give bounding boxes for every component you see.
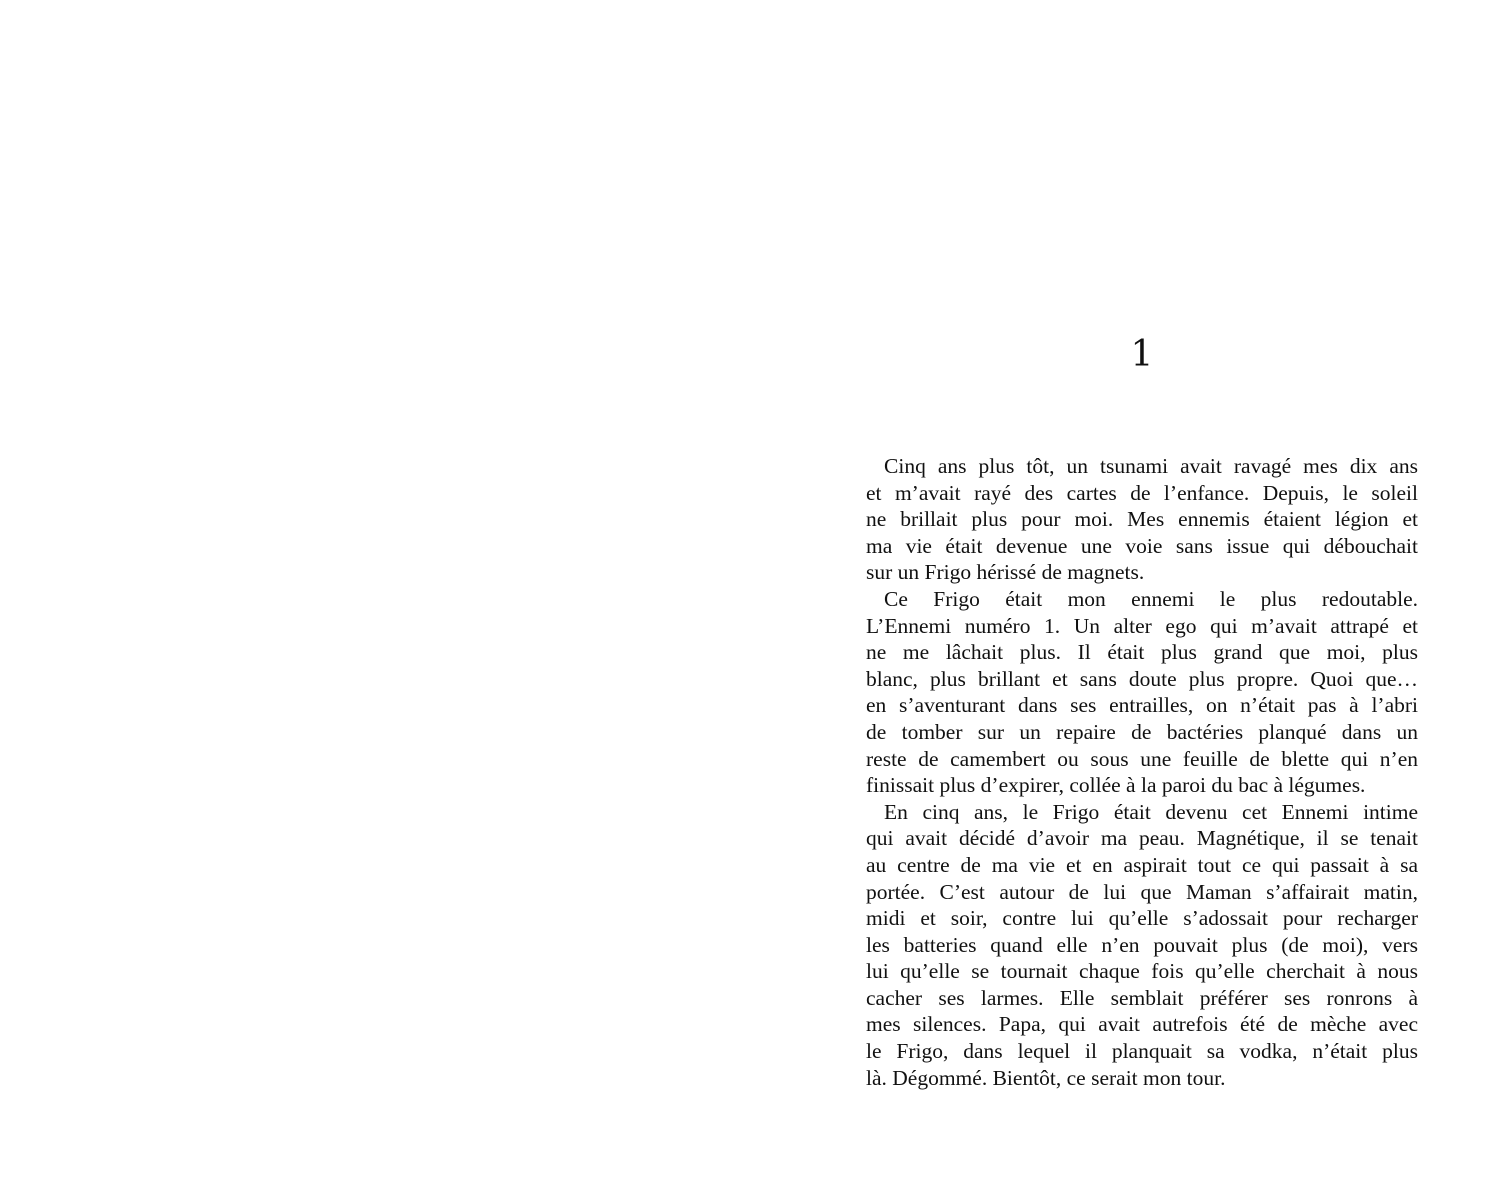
text-line: finissait plus d’expirer, collée à la paroi du bac à légumes. [866, 773, 1366, 798]
text-line: ne me lâchait plus. Il était plus grand que moi, plus [866, 640, 1418, 665]
text-line: ma vie était devenue une voie sans issue qui débouchait [866, 533, 1418, 558]
text-line: ne brillait plus pour moi. Mes ennemis étaient légion et [866, 507, 1418, 532]
text-line: En cinq ans, le Frigo était devenu cet Ennemi intime [884, 799, 1418, 824]
text-line: sur un Frigo hérissé de magnets. [866, 560, 1145, 585]
text-line: les batteries quand elle n’en pouvait plus (de moi), vers [866, 932, 1418, 957]
chapter-body [866, 453, 1418, 1091]
text-line: Ce Frigo était mon ennemi le plus redoutable. [884, 586, 1418, 611]
text-line: Cinq ans plus tôt, un tsunami avait ravagé mes dix ans [884, 454, 1418, 478]
text-line: midi et soir, contre lui qu’elle s’adossait pour recharger [866, 906, 1418, 931]
text-line: blanc, plus brillant et sans doute plus propre. Quoi que… [866, 666, 1418, 691]
text-line: portée. C’est autour de lui que Maman s’affairait matin, [866, 879, 1418, 904]
text-line: qui avait décidé d’avoir ma peau. Magnétique, il se tenait [866, 826, 1418, 851]
text-line: et m’avait rayé des cartes de l’enfance. Depuis, le soleil [866, 480, 1418, 505]
text-line: là. Dégommé. Bientôt, ce serait mon tour. [866, 1065, 1226, 1090]
text-line: mes silences. Papa, qui avait autrefois été de mèche avec [866, 1012, 1418, 1037]
text-line: reste de camembert ou sous une feuille de blette qui n’en [866, 746, 1418, 771]
text-line: le Frigo, dans lequel il planquait sa vodka, n’était plus [866, 1039, 1418, 1064]
text-line: L’Ennemi numéro 1. Un alter ego qui m’avait attrapé et [866, 613, 1418, 638]
text-line: en s’aventurant dans ses entrailles, on n’était pas à l’abri [866, 693, 1418, 718]
text-line: cacher ses larmes. Elle semblait préférer ses ronrons à [866, 985, 1418, 1010]
text-line: de tomber sur un repaire de bactéries planqué dans un [866, 719, 1418, 744]
chapter-number: 1 [1130, 334, 1154, 375]
right-page [754, 0, 1507, 1200]
text-line: lui qu’elle se tournait chaque fois qu’elle cherchait à nous [866, 959, 1418, 984]
left-page-blank [0, 0, 753, 1200]
text-line: au centre de ma vie et en aspirait tout ce qui passait à sa [866, 852, 1418, 877]
